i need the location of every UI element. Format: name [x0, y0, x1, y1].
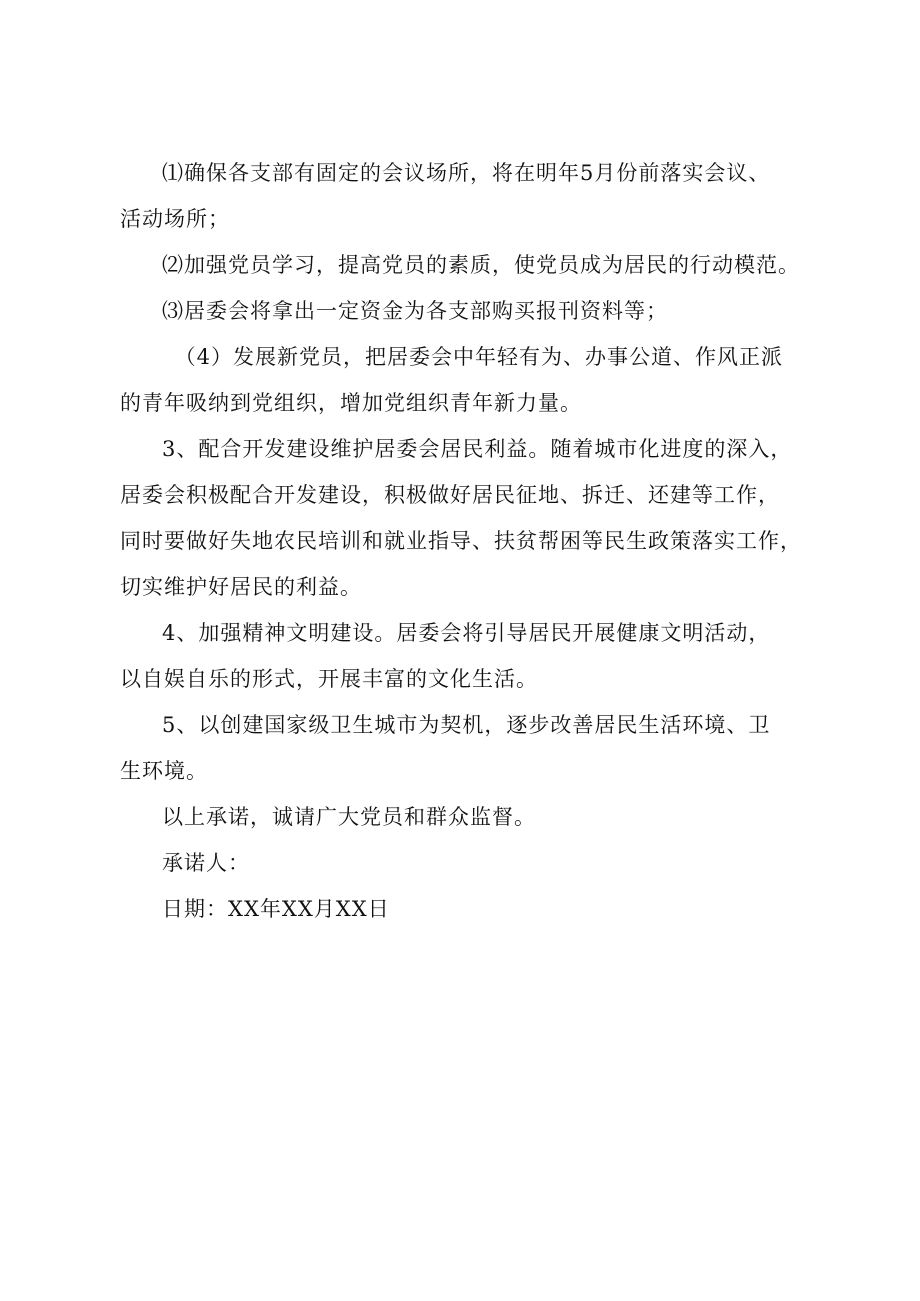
paragraph-2 [120, 242, 825, 288]
paragraph-line: ⑶居委会将拿出一定资金为各支部购买报刊资料等； [162, 299, 668, 323]
paragraph-line: ⑴确保各支部有固定的会议场所，将在明年5月份前落实会议、 [162, 161, 771, 185]
paragraph-1 [120, 150, 825, 242]
paragraph-line: 切实维护好居民的利益。 [120, 575, 362, 599]
paragraph-line: 活动场所； [120, 207, 230, 231]
paragraph-line: （4）发展新党员，把居委会中年轻有为、办事公道、作风正派 [174, 345, 783, 369]
paragraph-5 [120, 426, 825, 610]
paragraph-line: 的青年吸纳到党组织，增加党组织青年新力量。 [120, 391, 582, 415]
closing-statement: 以上承诺，诚请广大党员和群众监督。 [162, 805, 536, 829]
paragraph-4 [120, 334, 825, 426]
paragraph-line: 5、以创建国家级卫生城市为契机，逐步改善居民生活环境、卫 [162, 713, 771, 737]
document-body [120, 150, 825, 932]
signer-label: 承诺人： [162, 851, 250, 875]
date-label: 日期：XX年XX月XX日 [162, 897, 390, 921]
paragraph-line: ⑵加强党员学习，提高党员的素质，使党员成为居民的行动模范。 [162, 253, 800, 277]
paragraph-line: 3、配合开发建设维护居委会居民利益。随着城市化进度的深入， [162, 437, 793, 461]
paragraph-7 [120, 702, 825, 794]
paragraph-line: 居委会积极配合开发建设，积极做好居民征地、拆迁、还建等工作， [120, 483, 780, 507]
paragraph-line: 同时要做好失地农民培训和就业指导、扶贫帮困等民生政策落实工作， [120, 529, 802, 553]
paragraph-line: 4、加强精神文明建设。居委会将引导居民开展健康文明活动， [162, 621, 771, 645]
paragraph-6 [120, 610, 825, 702]
paragraph-3 [120, 288, 825, 334]
paragraph-line: 以自娱自乐的形式，开展丰富的文化生活。 [120, 667, 538, 691]
paragraph-line: 生环境。 [120, 759, 208, 783]
